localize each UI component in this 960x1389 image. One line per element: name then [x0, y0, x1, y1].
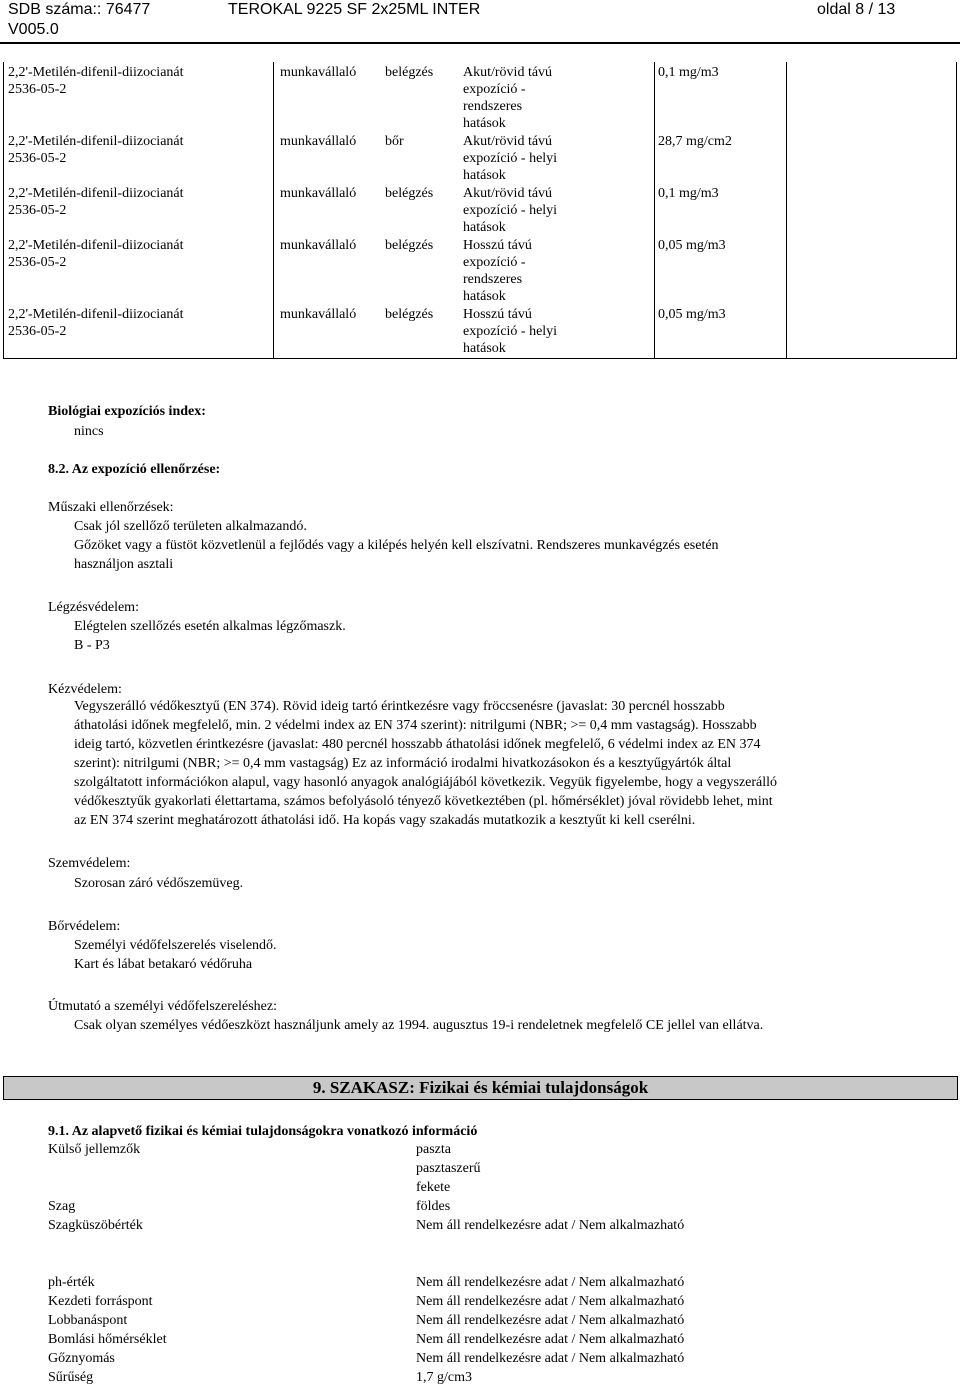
effect-line: Hosszú távú	[463, 307, 532, 322]
cas-number: 2536-05-2	[8, 151, 67, 166]
effect-line: rendszeres	[463, 272, 523, 287]
section-9-1-heading: 9.1. Az alapvető fizikai és kémiai tulajdonságokra vonatkozó információ	[48, 1124, 478, 1139]
effect-line: hatások	[463, 289, 506, 304]
population: munkavállaló	[280, 307, 357, 322]
substance-name: 2,2'-Metilén-difenil-diizocianát	[8, 65, 184, 80]
population: munkavállaló	[280, 134, 357, 149]
value: 0,05 mg/m3	[658, 307, 726, 322]
effect-line: rendszeres	[463, 99, 523, 114]
value: 28,7 mg/cm2	[658, 134, 732, 149]
respiratory-line: B - P3	[74, 638, 110, 653]
table-divider	[654, 62, 655, 359]
header-rule	[0, 42, 960, 44]
eye-label: Szemvédelem:	[48, 856, 131, 871]
substance-name: 2,2'-Metilén-difenil-diizocianát	[8, 186, 184, 201]
property-value: Nem áll rendelkezésre adat / Nem alkalmazható	[416, 1332, 685, 1347]
effect-line: expozíció - helyi	[463, 203, 558, 218]
effect-line: hatások	[463, 220, 506, 235]
property-label: Kezdeti forráspont	[48, 1294, 153, 1309]
property-value: Nem áll rendelkezésre adat / Nem alkalmazható	[416, 1351, 685, 1366]
engineering-line: használjon asztali	[74, 557, 174, 572]
effect-line: Hosszú távú	[463, 238, 532, 253]
value: 0,1 mg/m3	[658, 186, 719, 201]
effect-line: expozíció -	[463, 255, 526, 270]
skin-line: Személyi védőfelszerelés viselendő.	[74, 938, 277, 953]
skin-label: Bőrvédelem:	[48, 919, 121, 934]
property-value: paszta	[416, 1142, 451, 1157]
value: 0,05 mg/m3	[658, 238, 726, 253]
substance-name: 2,2'-Metilén-difenil-diizocianát	[8, 307, 184, 322]
route: belégzés	[385, 65, 434, 80]
property-label: Szag	[48, 1199, 76, 1214]
property-label: ph-érték	[48, 1275, 95, 1290]
effect-line: Akut/rövid távú	[463, 186, 553, 201]
hand-line: szolgáltatott információkon alapul, vagy hasonló anyagok analógiájából következik. Vegyük figyelembe, hogy a vegyszerálló	[74, 775, 778, 790]
property-value: Nem áll rendelkezésre adat / Nem alkalmazható	[416, 1294, 685, 1309]
route: belégzés	[385, 238, 434, 253]
hand-line: az EN 374 szerint meghatározott áthatolási idő. Ha kopás vagy szakadás mutatkozik a kesztyűt ki kell cserélni.	[74, 813, 696, 828]
bio-index-heading: Biológiai expozíciós index:	[48, 404, 206, 419]
engineering-label: Műszaki ellenőrzések:	[48, 500, 174, 515]
effect-line: expozíció - helyi	[463, 324, 558, 339]
property-label: Gőznyomás	[48, 1351, 115, 1366]
section-9-title: 9. SZAKASZ: Fizikai és kémiai tulajdonságok	[312, 1078, 649, 1097]
bio-index-value: nincs	[74, 424, 104, 439]
hand-line: ideig tartó, közvetlen érintkezésre (javaslat: 480 percnél hosszabb áthatolási időnek megfelelő, 6 védelmi index az EN 374	[74, 737, 761, 752]
property-label: Lobbanáspont	[48, 1313, 128, 1328]
effect-line: hatások	[463, 116, 506, 131]
property-value: 1,7 g/cm3	[416, 1370, 472, 1385]
cas-number: 2536-05-2	[8, 203, 67, 218]
effect-line: Akut/rövid távú	[463, 134, 553, 149]
respiratory-label: Légzésvédelem:	[48, 600, 139, 615]
property-label: Külső jellemzők	[48, 1142, 141, 1157]
cas-number: 2536-05-2	[8, 255, 67, 270]
substance-name: 2,2'-Metilén-difenil-diizocianát	[8, 134, 184, 149]
page-number: oldal 8 / 13	[817, 1, 896, 18]
route: bőr	[385, 134, 404, 149]
sds-number: SDB száma:: 76477	[8, 1, 151, 18]
population: munkavállaló	[280, 186, 357, 201]
property-value: Nem áll rendelkezésre adat / Nem alkalmazható	[416, 1218, 685, 1233]
skin-line: Kart és lábat betakaró védőruha	[74, 957, 253, 972]
property-label: Sűrűség	[48, 1370, 94, 1385]
property-value: földes	[416, 1199, 451, 1214]
version: V005.0	[8, 21, 59, 38]
property-label: Bomlási hőmérséklet	[48, 1332, 167, 1347]
value: 0,1 mg/m3	[658, 65, 719, 80]
ppe-guide-label: Útmutató a személyi védőfelszereléshez:	[48, 999, 277, 1014]
engineering-line: Csak jól szellőző területen alkalmazandó.	[74, 519, 307, 534]
effect-line: hatások	[463, 341, 506, 356]
property-value: pasztaszerű	[416, 1161, 481, 1176]
respiratory-line: Elégtelen szellőzés esetén alkalmas légzőmaszk.	[74, 619, 346, 634]
hand-line: áthatolási időnek megfelelő, min. 2 védelmi index az EN 374 szerint): nitrilgumi (NBR; >= 0,4 mm vastagság). Hosszabb	[74, 718, 757, 733]
table-border-left	[3, 62, 4, 359]
table-border-right	[956, 62, 957, 359]
section-8-2-heading: 8.2. Az expozíció ellenőrzése:	[48, 462, 221, 477]
hand-line: szerint): nitrilgumi (NBR; >= 0,4 mm vastagság) Ez az információ irodalmi hivatkozásokon és a kesztyűgyártók által	[74, 756, 732, 771]
ppe-guide-line: Csak olyan személyes védőeszközt használjunk amely az 1994. augusztus 19-i rendeletnek megfelelő CE jellel van ellátva.	[74, 1018, 764, 1033]
cas-number: 2536-05-2	[8, 324, 67, 339]
property-value: Nem áll rendelkezésre adat / Nem alkalmazható	[416, 1275, 685, 1290]
table-divider	[273, 62, 274, 359]
page-header	[0, 0, 960, 44]
table-divider	[786, 62, 787, 359]
property-label: Szagküszöbérték	[48, 1218, 143, 1233]
exposure-table	[0, 62, 960, 359]
effect-line: hatások	[463, 168, 506, 183]
product-name: TEROKAL 9225 SF 2x25ML INTER	[228, 1, 481, 18]
route: belégzés	[385, 307, 434, 322]
effect-line: expozíció -	[463, 82, 526, 97]
substance-name: 2,2'-Metilén-difenil-diizocianát	[8, 238, 184, 253]
section-9-banner	[3, 1076, 958, 1100]
engineering-line: Gőzöket vagy a füstöt közvetlenül a fejlődés vagy a kilépés helyén kell elszívatni. Rendszeres munkavégzés esetén	[74, 538, 719, 553]
effect-line: Akut/rövid távú	[463, 65, 553, 80]
cas-number: 2536-05-2	[8, 82, 67, 97]
table-border-bottom	[3, 358, 957, 359]
effect-line: expozíció - helyi	[463, 151, 558, 166]
hand-line: Vegyszerálló védőkesztyű (EN 374). Rövid ideig tartó érintkezésre vagy fröccsenésre (javaslat: 30 percnél hosszabb	[74, 699, 725, 714]
route: belégzés	[385, 186, 434, 201]
population: munkavállaló	[280, 238, 357, 253]
property-value: Nem áll rendelkezésre adat / Nem alkalmazható	[416, 1313, 685, 1328]
property-value: fekete	[416, 1180, 451, 1195]
hand-line: védőkesztyűk gyakorlati élettartama, számos befolyásoló tényező következtében (pl. hőmérséklet) jóval rövidebb lehet, mint	[74, 794, 773, 809]
hand-label: Kézvédelem:	[48, 682, 122, 697]
eye-line: Szorosan záró védőszemüveg.	[74, 876, 244, 891]
population: munkavállaló	[280, 65, 357, 80]
